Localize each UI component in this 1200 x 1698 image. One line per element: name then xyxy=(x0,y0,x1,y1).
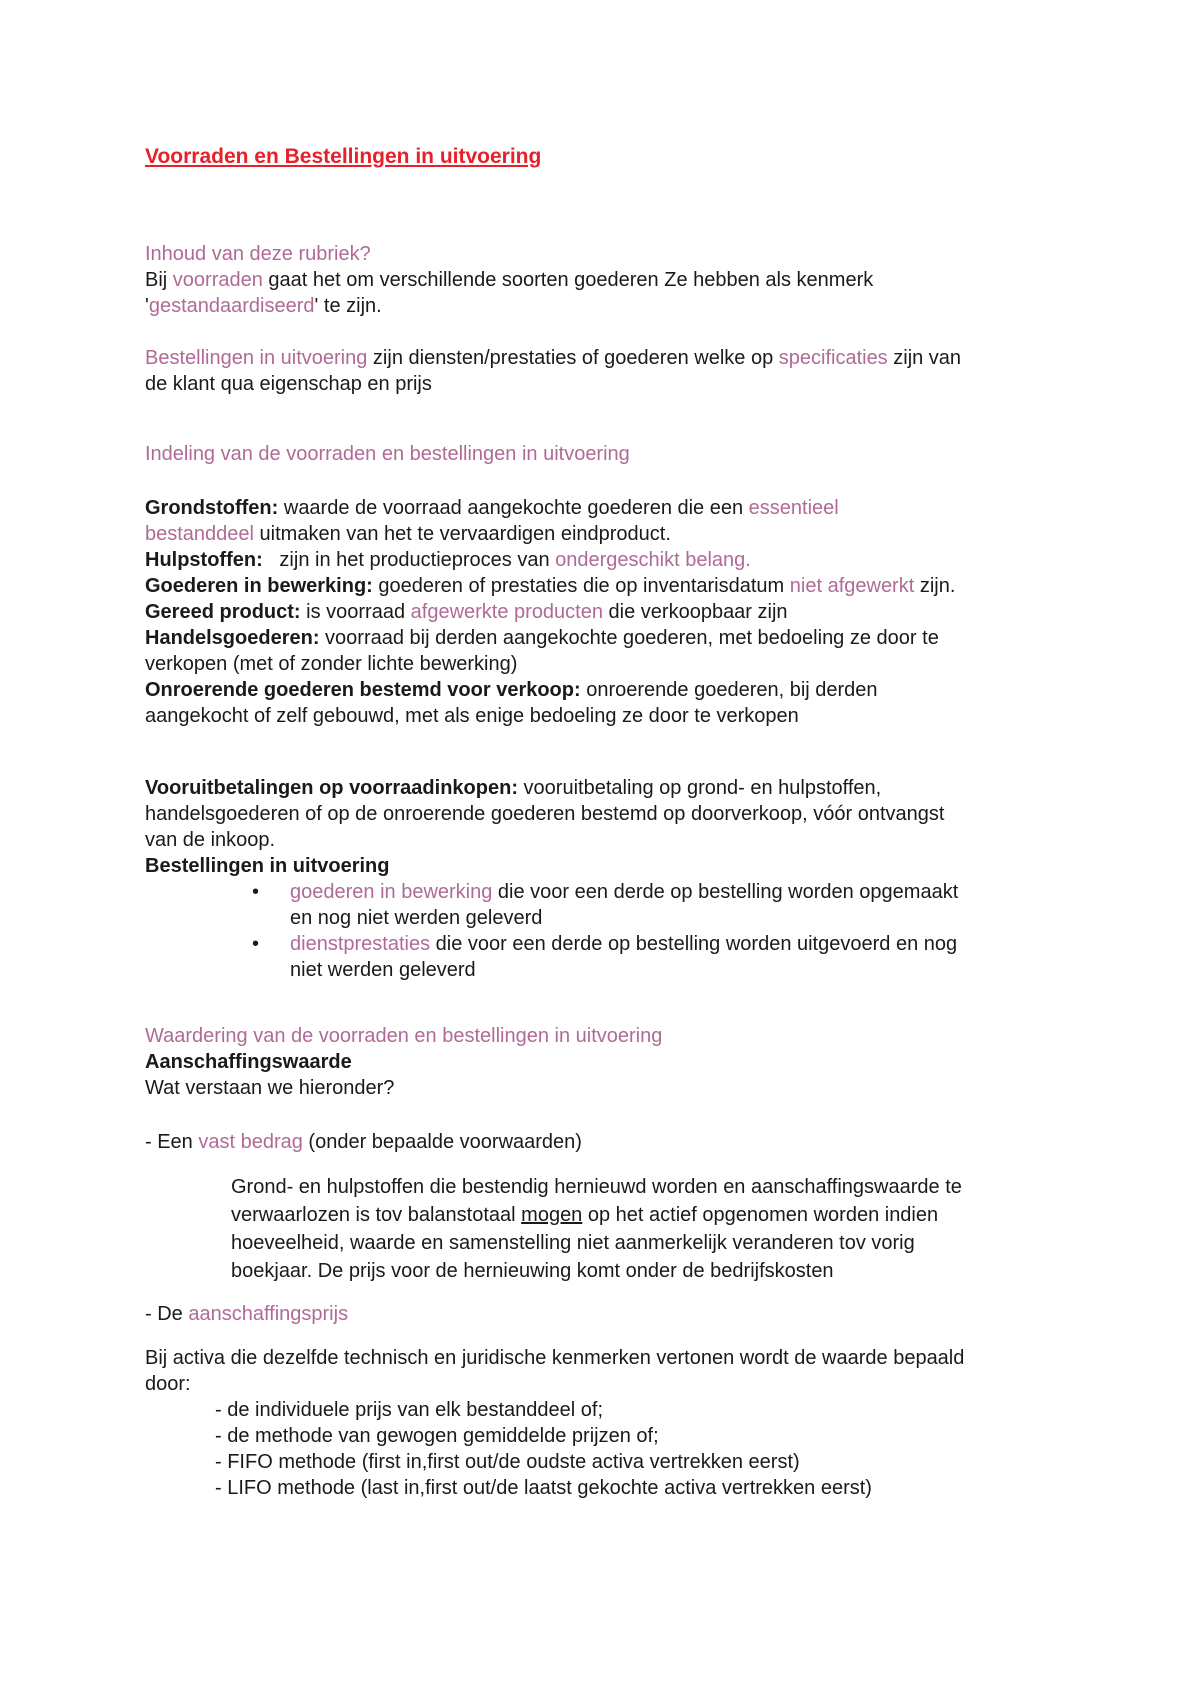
definition-onroerende-goederen: Onroerende goederen bestemd voor verkoop: onroerende goederen, bij derden xyxy=(145,679,878,701)
list-item: dienstprestaties die voor een derde op bestelling worden uitgevoerd en nog xyxy=(290,933,958,955)
subheading-bestellingen: Bestellingen in uitvoering xyxy=(145,855,390,877)
definition-line: aangekocht of zelf gebouwd, met als enige bedoeling ze door te verkopen xyxy=(145,705,799,727)
definition-vooruitbetalingen: Vooruitbetalingen op voorraadinkopen: vooruitbetaling op grond- en hulpstoffen, xyxy=(145,777,882,799)
bullet-icon: • xyxy=(252,881,260,903)
paragraph-line: de klant qua eigenschap en prijs xyxy=(145,373,432,395)
paragraph-line: Bij voorraden gaat het om verschillende soorten goederen Ze hebben als kenmerk xyxy=(145,269,874,291)
method-item: - FIFO methode (first in,first out/de oudste activa vertrekken eerst) xyxy=(215,1451,800,1473)
definition-handelsgoederen: Handelsgoederen: voorraad bij derden aangekochte goederen, met bedoeling ze door te xyxy=(145,627,939,649)
paragraph-line: 'gestandaardiseerd' te zijn. xyxy=(145,295,382,317)
definition-hulpstoffen: Hulpstoffen: zijn in het productieproces van ondergeschikt belang. xyxy=(145,549,751,571)
paragraph-line: door: xyxy=(145,1373,191,1395)
section-heading-inhoud: Inhoud van deze rubriek? xyxy=(145,243,371,265)
definition-line: bestanddeel uitmaken van het te vervaardigen eindproduct. xyxy=(145,523,671,545)
indented-line: Grond- en hulpstoffen die bestendig hernieuwd worden en aanschaffingswaarde te xyxy=(231,1176,962,1198)
indented-line: verwaarlozen is tov balanstotaal mogen op het actief opgenomen worden indien xyxy=(231,1204,939,1226)
option-vast-bedrag: - Een vast bedrag (onder bepaalde voorwaarden) xyxy=(145,1131,582,1153)
indented-line: boekjaar. De prijs voor de hernieuwing komt onder de bedrijfskosten xyxy=(231,1260,834,1282)
method-item: - de methode van gewogen gemiddelde prijzen of; xyxy=(215,1425,659,1447)
definition-line: verkopen (met of zonder lichte bewerking) xyxy=(145,653,518,675)
list-item-continuation: niet werden geleverd xyxy=(290,959,476,981)
option-aanschaffingsprijs: - De aanschaffingsprijs xyxy=(145,1303,349,1325)
paragraph-line: Bestellingen in uitvoering zijn diensten/prestaties of goederen welke op specificaties zijn van xyxy=(145,347,962,369)
method-item: - de individuele prijs van elk bestanddeel of; xyxy=(215,1399,604,1421)
section-heading-waardering: Waardering van de voorraden en bestellingen in uitvoering xyxy=(145,1025,663,1047)
definition-gereed-product: Gereed product: is voorraad afgewerkte producten die verkoopbaar zijn xyxy=(145,601,788,623)
list-item-continuation: en nog niet werden geleverd xyxy=(290,907,543,929)
section-heading-indeling: Indeling van de voorraden en bestellingen in uitvoering xyxy=(145,443,630,465)
indented-line: hoeveelheid, waarde en samenstelling niet aanmerkelijk veranderen tov vorig xyxy=(231,1232,915,1254)
document-title: Voorraden en Bestellingen in uitvoering xyxy=(145,145,542,168)
subheading-aanschaffingswaarde: Aanschaffingswaarde xyxy=(145,1051,352,1073)
bullet-icon: • xyxy=(252,933,260,955)
definition-line: van de inkoop. xyxy=(145,829,276,851)
method-item: - LIFO methode (last in,first out/de laatst gekochte activa vertrekken eerst) xyxy=(215,1477,872,1499)
question-line: Wat verstaan we hieronder? xyxy=(145,1077,395,1099)
list-item: goederen in bewerking die voor een derde op bestelling worden opgemaakt xyxy=(290,881,959,903)
definition-goederen-in-bewerking: Goederen in bewerking: goederen of prestaties die op inventarisdatum niet afgewerkt zijn. xyxy=(145,575,956,597)
paragraph-line: Bij activa die dezelfde technisch en juridische kenmerken vertonen wordt de waarde bepaald xyxy=(145,1347,965,1369)
definition-line: handelsgoederen of op de onroerende goederen bestemd op doorverkoop, vóór ontvangst xyxy=(145,803,945,825)
definition-grondstoffen: Grondstoffen: waarde de voorraad aangekochte goederen die een essentieel xyxy=(145,497,839,519)
